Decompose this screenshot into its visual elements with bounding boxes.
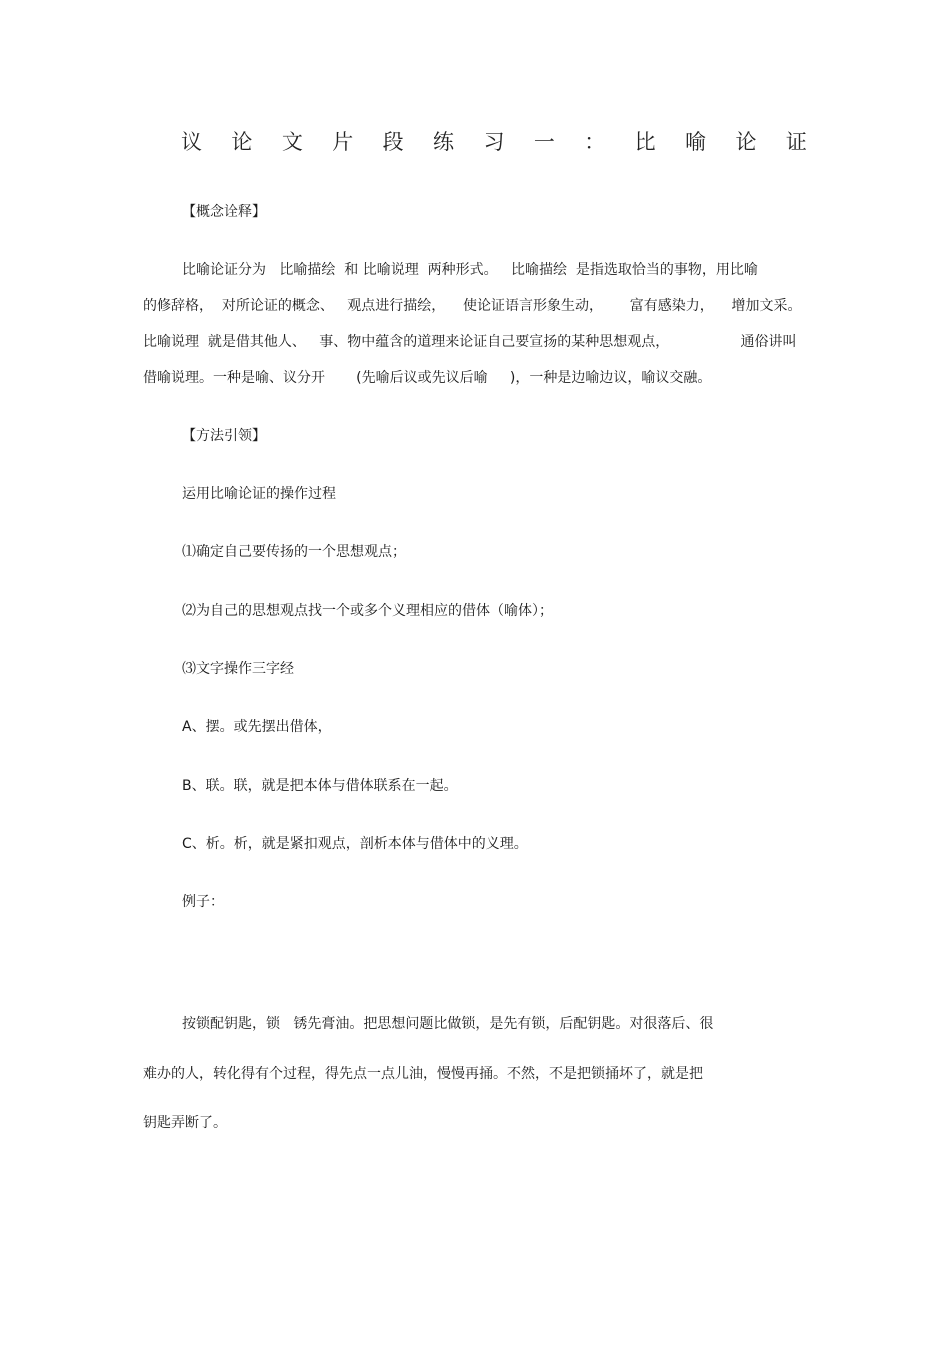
method-heading: 【方法引领】 — [182, 428, 266, 444]
example-label: 例子： — [182, 894, 224, 910]
title-char: 一 — [533, 130, 555, 154]
title-char: 议 — [181, 130, 202, 154]
concept-line-3: 比喻说理 就是借其他人、 事、物中蕴含的道理来论证自己要宣扬的某种思想观点， 通俗讲叫 — [143, 334, 797, 350]
concept-line-4: 借喻说理。一种是喻、议分开 (先喻后议或先议后喻 )，一种是边喻边议，喻议交融。 — [143, 370, 712, 386]
title-char: 论 — [735, 130, 757, 154]
title-char: 段 — [382, 130, 404, 154]
title-char: 证 — [785, 130, 807, 154]
title-char: 片 — [332, 130, 354, 154]
concept-heading: 【概念诠释】 — [182, 204, 266, 220]
title-char: 文 — [281, 130, 303, 154]
concept-line-2: 的修辞格， 对所论证的概念、 观点进行描绘， 使论证语言形象生动， 富有感染力， 增加文采。 — [143, 298, 802, 314]
title-char: 比 — [634, 130, 656, 154]
title-char: 论 — [231, 130, 253, 154]
item-b: B、联。联，就是把本体与借体联系在一起。 — [182, 778, 458, 794]
page-title — [181, 127, 807, 155]
title-char: 习 — [483, 130, 505, 154]
example-line-3: 钥匙弄断了。 — [143, 1115, 227, 1131]
item-c: C、析。析，就是紧扣观点，剖析本体与借体中的义理。 — [182, 836, 528, 852]
step-2: ⑵为自己的思想观点找一个或多个义理相应的借体（喻体）； — [182, 603, 553, 619]
example-line-1: 按锁配钥匙，锁 锈先膏油。把思想问题比做锁，是先有锁，后配钥匙。对很落后、很 — [182, 1016, 714, 1032]
example-line-2: 难办的人，转化得有个过程，得先点一点儿油，慢慢再捅。不然，不是把锁捅坏了，就是把 — [143, 1066, 703, 1082]
title-char: ： — [584, 130, 606, 154]
concept-line-1: 比喻论证分为 比喻描绘 和 比喻说理 两种形式。 比喻描绘 是指选取恰当的事物，用比喻 — [182, 262, 758, 278]
title-char: 喻 — [685, 130, 707, 154]
step-1: ⑴确定自己要传扬的一个思想观点； — [182, 544, 406, 560]
step-3: ⑶文字操作三字经 — [182, 661, 294, 677]
item-a: A、摆。或先摆出借体， — [182, 719, 332, 735]
title-char: 练 — [433, 130, 455, 154]
process-title: 运用比喻论证的操作过程 — [182, 486, 336, 502]
